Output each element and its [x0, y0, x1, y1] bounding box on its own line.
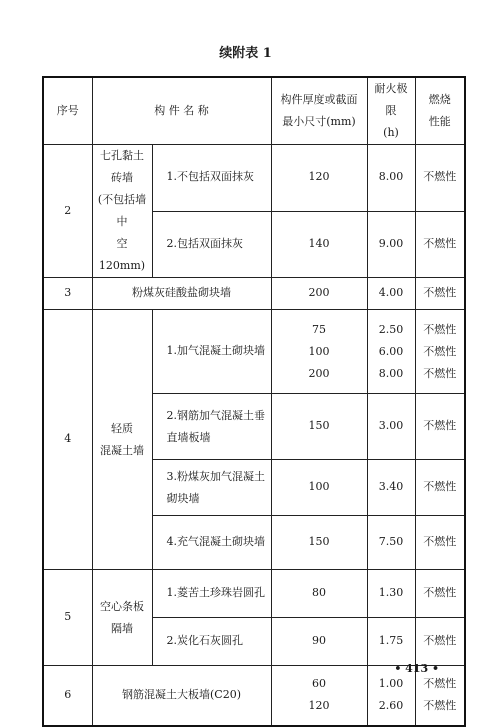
thickness-value: 150	[271, 394, 367, 460]
header-name: 构 件 名 称	[92, 77, 271, 145]
item-name: 2.包括双面抹灰	[152, 211, 271, 278]
row-number: 3	[43, 278, 92, 310]
header-combustion-line1: 燃烧	[428, 93, 451, 106]
combustion-value: 不燃性	[415, 211, 465, 278]
item-name: 钢筋混凝土大板墙(C20)	[92, 666, 271, 726]
page-number: • 413 •	[394, 662, 439, 675]
combustion-line: 不燃性	[423, 366, 457, 380]
table-row	[43, 145, 465, 212]
fire-limit-value	[367, 310, 415, 394]
group-label	[92, 145, 152, 278]
combustion-line: 不燃性	[423, 344, 457, 358]
row-number: 6	[43, 666, 92, 726]
combustion-line: 不燃性	[423, 322, 457, 336]
item-name: 1.菱苦土珍珠岩圆孔	[152, 570, 271, 618]
thickness-value: 200	[271, 278, 367, 310]
combustion-value: 不燃性	[415, 394, 465, 460]
thickness-value: 120	[271, 145, 367, 212]
header-thickness	[271, 77, 367, 145]
fire-limit-value: 3.40	[367, 460, 415, 516]
item-name: 1.加气混凝土砌块墙	[152, 310, 271, 394]
combustion-value: 不燃性	[415, 278, 465, 310]
fire-limit-value: 7.50	[367, 516, 415, 570]
item-name: 2.炭化石灰圆孔	[152, 618, 271, 666]
combustion-value: 不燃性	[415, 570, 465, 618]
item-name-line: 2.钢筋加气混凝土垂	[166, 408, 265, 422]
header-fire-limit	[367, 77, 415, 145]
thickness-value: 90	[271, 618, 367, 666]
item-name	[152, 394, 271, 460]
combustion-value: 不燃性	[415, 145, 465, 212]
thickness-line: 60	[312, 677, 326, 691]
thickness-line: 120	[308, 699, 330, 713]
thickness-line: 75	[312, 322, 326, 336]
group-label	[92, 570, 152, 666]
combustion-value: 不燃性	[415, 460, 465, 516]
fire-limit-line: 6.00	[378, 344, 404, 358]
group-label-line: 轻质	[111, 421, 133, 435]
combustion-line: 不燃性	[423, 699, 457, 713]
thickness-value: 150	[271, 516, 367, 570]
fire-limit-line: 2.60	[378, 699, 404, 713]
header-fire-limit-line2: (h)	[383, 126, 399, 139]
fire-limit-value: 1.30	[367, 570, 415, 618]
fire-limit-line: 8.00	[378, 366, 404, 380]
thickness-value: 80	[271, 570, 367, 618]
table-row	[43, 570, 465, 618]
fire-limit-value: 3.00	[367, 394, 415, 460]
group-label	[92, 310, 152, 570]
table-row	[43, 310, 465, 394]
fire-limit-line: 1.00	[378, 677, 404, 691]
fire-resistance-table	[42, 76, 466, 727]
combustion-value	[415, 310, 465, 394]
group-label-line: 隔墙	[111, 621, 133, 635]
item-name-line: 3.粉煤灰加气混凝土	[166, 469, 265, 483]
fire-limit-value: 8.00	[367, 145, 415, 212]
group-label-line: 空心条板	[100, 599, 144, 613]
thickness-value	[271, 666, 367, 726]
combustion-value: 不燃性	[415, 516, 465, 570]
group-label-line: 七孔黏土砖墙	[100, 149, 144, 184]
thickness-line: 200	[308, 366, 330, 380]
item-name: 粉煤灰硅酸盐砌块墙	[92, 278, 271, 310]
item-name-line: 砌块墙	[166, 491, 200, 505]
group-label-line: 混凝土墙	[100, 443, 144, 457]
combustion-line: 不燃性	[423, 677, 457, 691]
header-fire-limit-line1: 耐火极限	[374, 82, 408, 117]
row-number: 5	[43, 570, 92, 666]
thickness-line: 100	[308, 344, 330, 358]
header-row	[43, 77, 465, 145]
thickness-value	[271, 310, 367, 394]
item-name: 4.充气混凝土砌块墙	[152, 516, 271, 570]
header-combustion-line2: 性能	[428, 115, 451, 128]
fire-limit-line: 2.50	[378, 322, 404, 336]
row-number: 2	[43, 145, 92, 278]
combustion-value: 不燃性	[415, 618, 465, 666]
item-name-line: 直墙板墙	[166, 430, 211, 444]
item-name	[152, 460, 271, 516]
header-no: 序号	[43, 77, 92, 145]
item-name: 1.不包括双面抹灰	[152, 145, 271, 212]
group-label-line: 空 120mm)	[98, 237, 146, 272]
fire-limit-value: 9.00	[367, 211, 415, 278]
table-row	[43, 278, 465, 310]
thickness-value: 140	[271, 211, 367, 278]
fire-limit-value: 4.00	[367, 278, 415, 310]
table-title: 续附表 1	[219, 46, 272, 61]
header-thickness-line1: 构件厚度或截面	[280, 93, 358, 106]
group-label-line: (不包括墙中	[97, 193, 147, 228]
header-thickness-line2: 最小尺寸(mm)	[282, 115, 356, 128]
row-number: 4	[43, 310, 92, 570]
fire-limit-value: 1.75	[367, 618, 415, 666]
thickness-value: 100	[271, 460, 367, 516]
header-combustion	[415, 77, 465, 145]
